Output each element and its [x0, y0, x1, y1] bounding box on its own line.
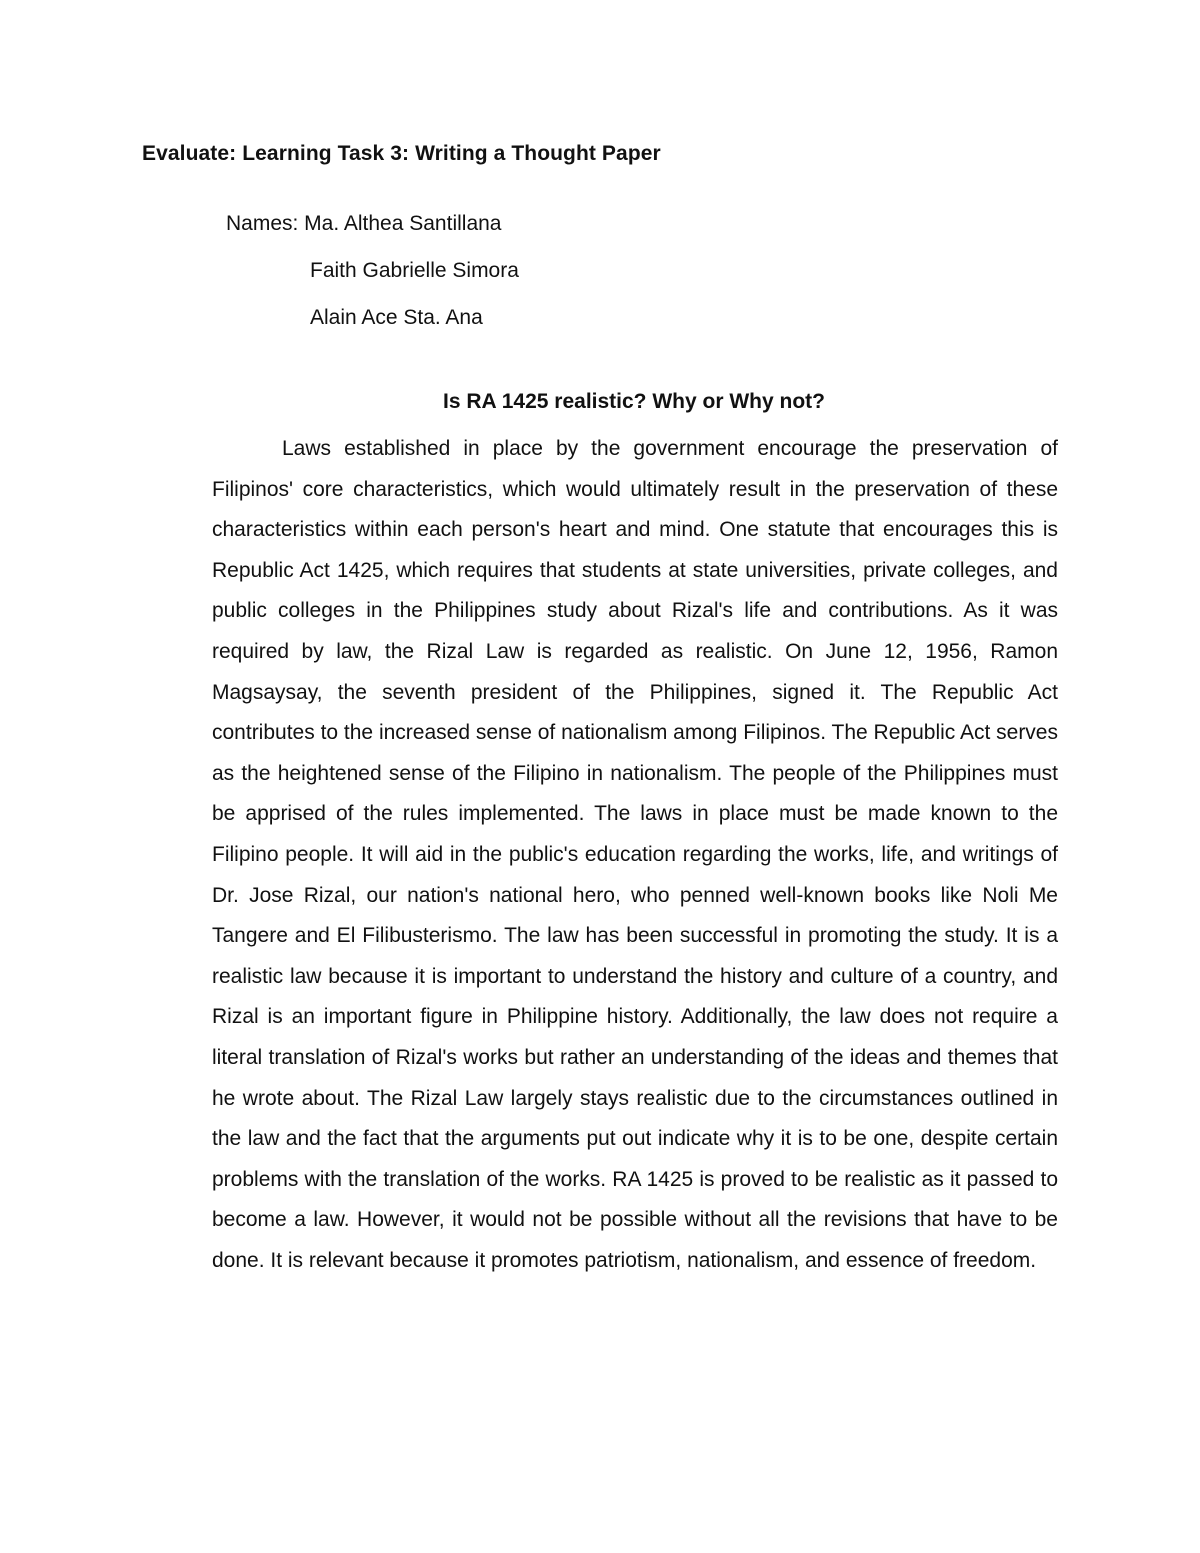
- names-block: [226, 200, 519, 341]
- names-line-3: Alain Ace Sta. Ana: [310, 306, 483, 329]
- question-heading: Is RA 1425 realistic? Why or Why not?: [443, 390, 825, 413]
- names-line-1: Names: Ma. Althea Santillana: [226, 212, 502, 235]
- names-line-2: Faith Gabrielle Simora: [310, 259, 519, 282]
- task-title: Evaluate: Learning Task 3: Writing a Thought Paper: [142, 142, 661, 165]
- body-paragraph: Laws established in place by the government encourage the preservation of Filipinos' core characteristics, which would ultimately result in the preservation of these characteristics within each person's heart and mind. One statute that encourages this is Republic Act 1425, which requires that students at state universities, private colleges, and public colleges in the Philippines study about Rizal's life and contributions. As it was required by law, the Rizal Law is regarded as realistic. On June 12, 1956, Ramon Magsaysay, the seventh president of the Philippines, signed it. The Republic Act contributes to the increased sense of nationalism among Filipinos. The Republic Act serves as the heightened sense of the Filipino in nationalism. The people of the Philippines must be apprised of the rules implemented. The laws in place must be made known to the Filipino people. It will aid in the public's education regarding the works, life, and writings of Dr. Jose Rizal, our nation's national hero, who penned well-known books like Noli Me Tangere and El Filibusterismo. The law has been successful in promoting the study. It is a realistic law because it is important to understand the history and culture of a country, and Rizal is an important figure in Philippine history. Additionally, the law does not require a literal translation of Rizal's works but rather an understanding of the ideas and themes that he wrote about. The Rizal Law largely stays realistic due to the circumstances outlined in the law and the fact that the arguments put out indicate why it is to be one, despite certain problems with the translation of the works. RA 1425 is proved to be realistic as it passed to become a law. However, it would not be possible without all the revisions that have to be done. It is relevant because it promotes patriotism, nationalism, and essence of freedom.: [212, 437, 1058, 1272]
